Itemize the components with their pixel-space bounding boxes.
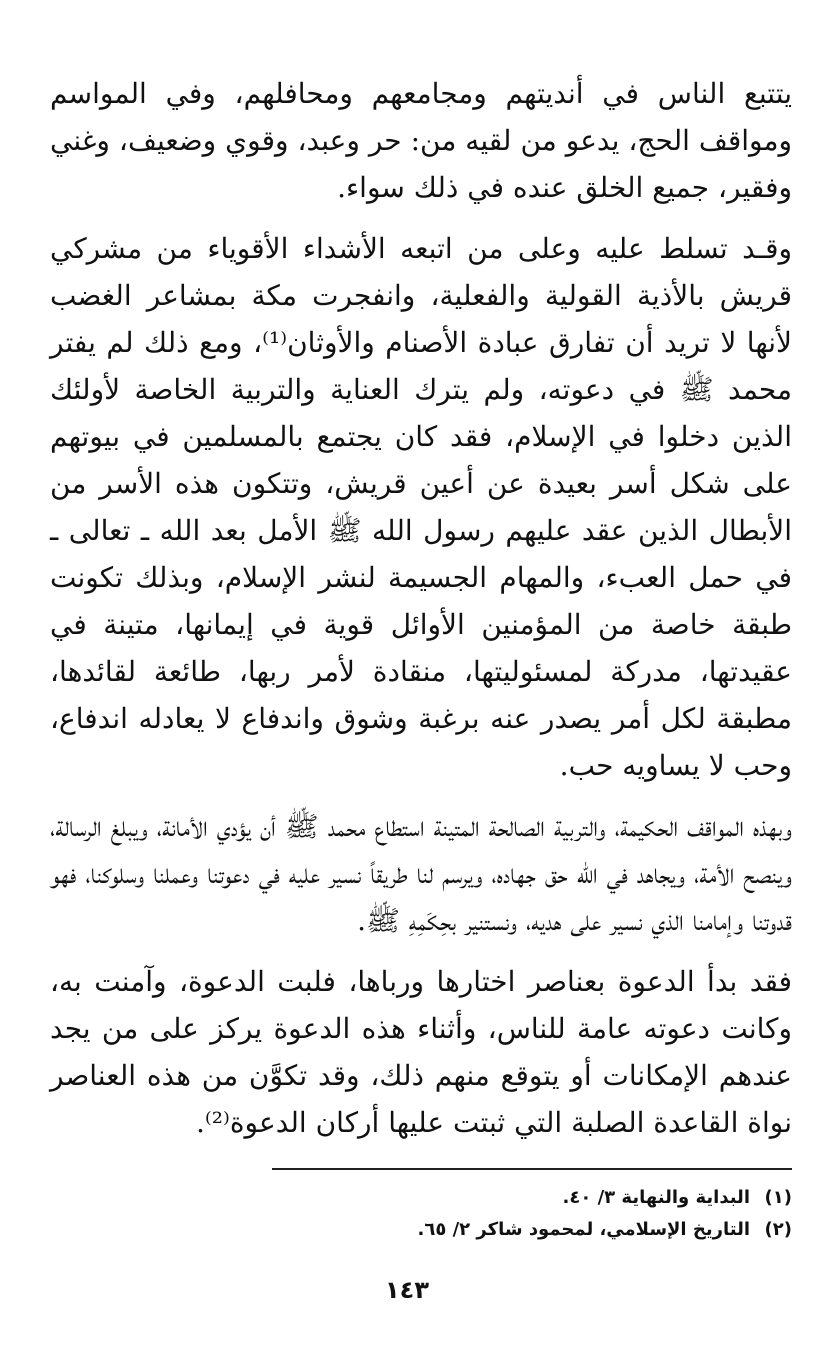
footnotes (72, 1182, 792, 1246)
footnote-number: (٢) (764, 1219, 792, 1240)
footnote-2 (72, 1214, 792, 1246)
footnote-1 (72, 1182, 792, 1214)
footnote-divider (272, 1168, 792, 1170)
paragraph-3: وبهذه المواقف الحكيمة، والتربية الصالحة المتينة استطاع محمد ﷺ أن يؤدي الأمانة، ويبلغ الرسالة، وينصح الأمة، ويجاهد في الله حق جهاده، ويرسم لنا طريقاً نسير عليه في دعوتنا وعملنا وسلوكنا، فهو قدوتنا وإمامنا الذي نسير على هديه، ونستنير بحِكَمِهِ ﷺ. (50, 810, 792, 937)
paragraph-4: فقد بدأ الدعوة بعناصر اختارها ورباها، فلبت الدعوة، وآمنت به، وكانت دعوته عامة للناس، وأثناء هذه الدعوة يركز على من يجد عندهم الإمكانات أو يتوقع منهم ذلك، وقد تكوَّن من هذه العناصر نواة القاعدة الصلبة التي ثبتت عليها أركان الدعوة⁽²⁾. (50, 965, 792, 1139)
footnote-text: البداية والنهاية ٣/ ٤٠. (562, 1187, 750, 1208)
main-text (50, 70, 792, 1160)
page-number: ١٤٣ (385, 1276, 429, 1304)
paragraph-1: يتتبع الناس في أنديتهم ومجامعهم ومحافلهم، وفي المواسم ومواقف الحج، يدعو من لقيه من: حر وعبد، وقوي وضعيف، وغني وفقير، جميع الخلق عنده في ذلك سواء. (50, 77, 792, 204)
footnote-text: التاريخ الإسلامي، لمحمود شاكر ٢/ ٦٥. (417, 1219, 750, 1240)
paragraph-2: وقـد تسلط عليه وعلى من اتبعه الأشداء الأقوياء من مشركي قريش بالأذية القولية والفعلية، وانفجرت مكة بمشاعر الغضب لأنها لا تريد أن تفارق عبادة الأصنام والأوثان⁽¹⁾، ومع ذلك لم يفتر محمد ﷺ في دعوته، ولم يترك العناية والتربية الخاصة لأولئك الذين دخلوا في الإسلام، فقد كان يجتمع بالمسلمين في بيوتهم على شكل أسر بعيدة عن أعين قريش، وتتكون هذه الأسر من الأبطال الذين عقد عليهم رسول الله ﷺ الأمل بعد الله ـ تعالى ـ في حمل العبء، والمهام الجسيمة لنشر الإسلام، وبذلك تكونت طبقة خاصة من المؤمنين الأوائل قوية في إيمانها، متينة في عقيدتها، مدركة لمسئوليتها، منقادة لأمر ربها، طائعة لقائدها، مطبقة لكل أمر يصدر عنه برغبة وشوق واندفاع لا يعادله اندفاع، وحب لا يساويه حب. (50, 232, 793, 782)
footnote-number: (١) (764, 1187, 792, 1208)
